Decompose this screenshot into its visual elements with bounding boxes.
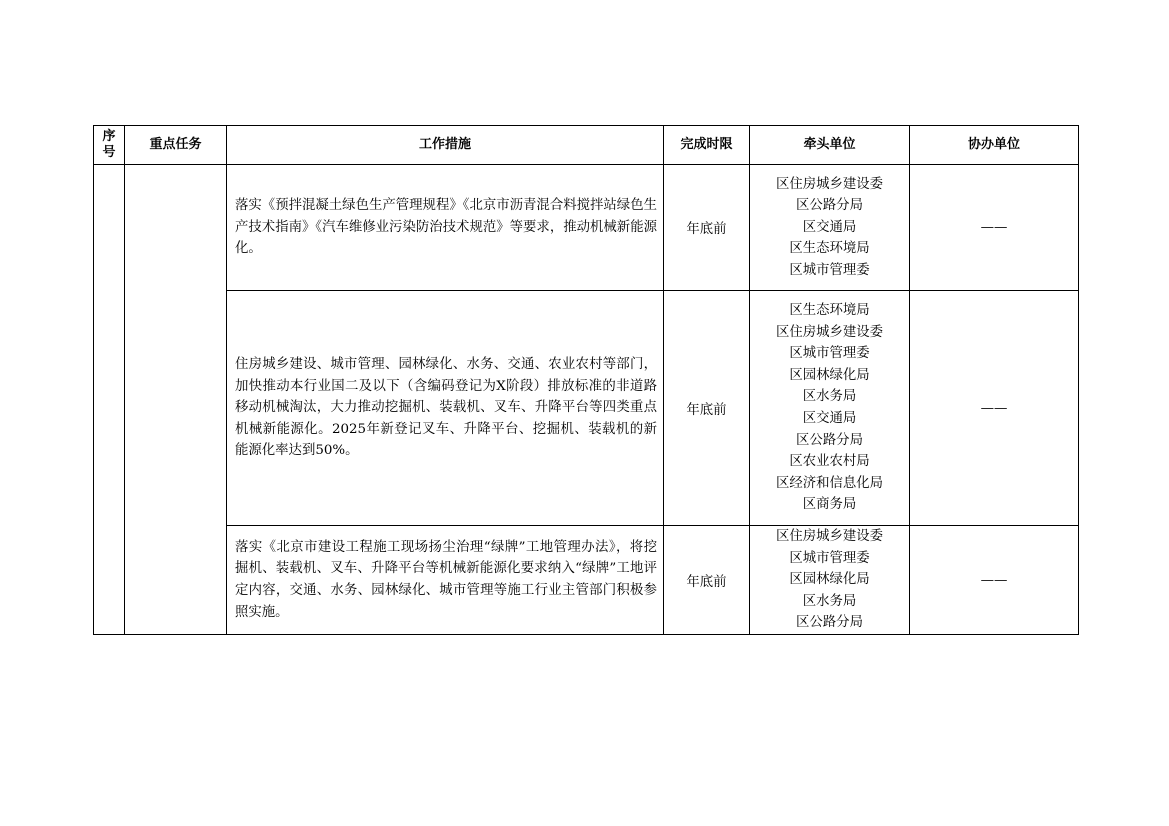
task-cell — [125, 165, 227, 635]
lead-unit: 区交通局 — [802, 411, 857, 426]
table-row — [94, 291, 1079, 526]
lead-unit: 区城市管理委 — [789, 550, 870, 566]
lead-unit: 区公路分局 — [796, 198, 863, 214]
measure-cell: 落实《北京市建设工程施工现场扬尘治理“绿牌”工地管理办法》，将挖掘机、装载机、叉车、升降平台等机械新能源化要求纳入“绿牌”工地评定内容，交通、水务、园林绿化、城市管理等施工行业主管部门积极参照实施。 — [227, 526, 664, 635]
assist-cell: —— — [910, 526, 1079, 635]
deadline-cell: 年底前 — [664, 526, 750, 635]
header-measure: 工作措施 — [227, 126, 664, 165]
lead-unit: 区经济和信息化局 — [775, 475, 884, 491]
table-row — [94, 526, 1079, 635]
lead-unit: 区交通局 — [802, 219, 857, 235]
header-task: 重点任务 — [125, 126, 227, 165]
lead-units-cell — [750, 291, 910, 526]
lead-unit: 区水务局 — [802, 593, 857, 609]
lead-unit: 区公路分局 — [796, 615, 863, 631]
lead-unit: 区农业农村局 — [789, 454, 870, 470]
lead-unit: 区住房城乡建设委 — [775, 324, 884, 340]
lead-unit: 区园林绿化局 — [789, 367, 870, 383]
lead-units-cell — [750, 165, 910, 291]
lead-unit: 区生态环境局 — [789, 303, 870, 319]
deadline-cell: 年底前 — [664, 291, 750, 526]
lead-unit: 区园林绿化局 — [789, 572, 870, 588]
assist-cell: —— — [910, 291, 1079, 526]
task-table — [93, 125, 1079, 635]
lead-unit: 区公路分局 — [796, 432, 863, 448]
lead-units-cell — [750, 526, 910, 635]
lead-unit: 区水务局 — [802, 389, 857, 405]
header-seq: 序号 — [94, 126, 125, 165]
lead-unit: 区住房城乡建设委 — [775, 529, 884, 545]
lead-unit: 区城市管理委 — [789, 346, 870, 362]
seq-cell — [94, 165, 125, 635]
measure-cell: 落实《预拌混凝土绿色生产管理规程》《北京市沥青混合料搅拌站绿色生产技术指南》《汽车维修业污染防治技术规范》等要求，推动机械新能源化。 — [227, 165, 664, 291]
table-row — [94, 165, 1079, 291]
lead-unit: 区住房城乡建设委 — [775, 176, 884, 192]
deadline-cell: 年底前 — [664, 165, 750, 291]
header-assist: 协办单位 — [910, 126, 1079, 165]
lead-unit: 区生态环境局 — [789, 241, 870, 257]
header-lead: 牵头单位 — [750, 126, 910, 165]
measure-cell: 住房城乡建设、城市管理、园林绿化、水务、交通、农业农村等部门，加快推动本行业国二及以下（含编码登记为X阶段）排放标准的非道路移动机械淘汰，大力推动挖掘机、装载机、叉车、升降平台等四类重点机械新能源化。2025年新登记叉车、升降平台、挖掘机、装载机的新能源化率达到50%。 — [227, 291, 664, 526]
assist-cell: —— — [910, 165, 1079, 291]
lead-unit: 区城市管理委 — [789, 262, 870, 278]
header-deadline: 完成时限 — [664, 126, 750, 165]
lead-unit: 区商务局 — [802, 497, 857, 513]
table-header-row — [94, 126, 1079, 165]
